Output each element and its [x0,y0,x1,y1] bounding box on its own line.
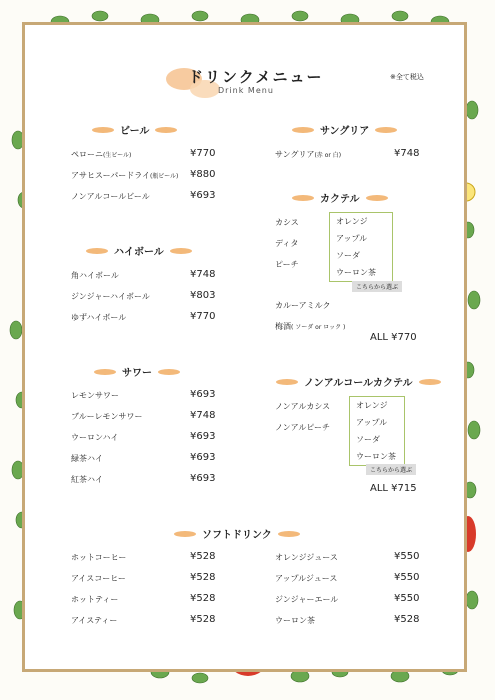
leaf-ornament [375,127,397,133]
list-item: アイスティー [71,616,118,625]
item-price: ¥528 [190,593,216,604]
leaf-ornament [170,248,192,254]
item-price: ¥528 [190,572,216,583]
list-item: 緑茶ハイ [71,454,103,463]
list-item: ウーロンハイ [71,433,119,442]
cocktail-base: カシス [275,218,299,227]
section-title: サワー [122,368,152,379]
section-heading-cocktail [292,190,388,205]
choose-label: こちらから選ぶ [366,464,416,475]
mixer-option: ウーロン茶 [356,452,396,461]
mixer-option: アップル [356,418,388,427]
leaf-ornament [94,369,116,375]
section-heading-sangria [292,122,397,137]
section-heading-beer [92,122,177,137]
section-title: ハイボール [114,247,164,258]
mixer-option: オレンジ [356,401,388,410]
cocktail-base: ディタ [275,239,299,248]
leaf-ornament [155,127,177,133]
list-item: ペローニ(生ビール) [71,150,132,159]
list-item: サングリア(赤 or 白) [275,150,342,159]
list-item: ホットコーヒー [71,553,127,562]
item-price: ¥528 [190,614,216,625]
item-price: ¥693 [190,389,216,400]
item-price: ¥770 [190,148,216,159]
item-price: ¥550 [394,593,420,604]
list-item: オレンジジュース [275,553,338,562]
list-item: ホットティー [71,595,119,604]
list-item: ジンジャーハイボール [71,292,150,301]
tax-note: ※全て税込 [390,73,424,81]
leaf-ornament [292,195,314,201]
item-price: ¥748 [394,148,420,159]
item-price: ¥550 [394,551,420,562]
list-item: ゆずハイボール [71,313,127,322]
leaf-ornament [92,127,114,133]
all-price: ALL ¥715 [370,483,417,494]
item-price: ¥693 [190,431,216,442]
item-price: ¥770 [190,311,216,322]
item-price: ¥693 [190,473,216,484]
item-price: ¥693 [190,452,216,463]
all-price: ALL ¥770 [370,332,417,343]
item-price: ¥528 [190,551,216,562]
leaf-ornament [278,531,300,537]
section-title: ノンアルコールカクテル [304,378,413,389]
leaf-ornament [292,127,314,133]
mixer-option: オレンジ [336,217,368,226]
item-price: ¥528 [394,614,420,625]
mixer-option: ウーロン茶 [336,268,376,277]
list-item: カルーアミルク [275,301,331,310]
list-item: ノンアルコールビール [71,192,150,201]
mixer-option: アップル [336,234,368,243]
leaf-ornament [158,369,180,375]
section-heading-soft-drink [174,526,300,541]
list-item: ブルーレモンサワー [71,412,143,421]
leaf-ornament [276,379,298,385]
leaf-ornament [86,248,108,254]
mixer-option: ソーダ [356,435,380,444]
section-title: ソフトドリンク [202,530,272,541]
page-subtitle: Drink Menu [218,86,274,95]
list-item: 角ハイボール [71,271,119,280]
list-item: 紅茶ハイ [71,475,103,484]
item-price: ¥880 [190,169,216,180]
cocktail-base: ピーチ [275,260,299,269]
mixer-option: ソーダ [336,251,360,260]
item-price: ¥748 [190,269,216,280]
list-item: ジンジャーエール [275,595,339,604]
leaf-ornament [419,379,441,385]
section-heading-sour [94,364,180,379]
cocktail-base: ノンアルカシス [275,402,331,411]
list-item: ウーロン茶 [275,616,315,625]
section-heading-nonalcohol-cocktail [276,374,441,389]
item-price: ¥550 [394,572,420,583]
list-item: アサヒスーパードライ(瓶ビール) [71,171,179,180]
list-item: レモンサワー [71,391,119,400]
list-item: アップルジュース [275,574,338,583]
list-item: アイスコーヒー [71,574,126,583]
page-title: ドリンクメニュー [188,68,324,86]
leaf-ornament [366,195,388,201]
item-price: ¥803 [190,290,216,301]
choose-label: こちらから選ぶ [352,281,402,292]
section-heading-highball [86,243,192,258]
list-item: 梅酒( ソーダ or ロック ) [275,322,346,331]
section-title: ビール [120,126,150,137]
section-title: カクテル [320,194,360,205]
item-price: ¥748 [190,410,216,421]
leaf-ornament [174,531,196,537]
section-title: サングリア [320,126,370,137]
item-price: ¥693 [190,190,216,201]
cocktail-base: ノンアルピーチ [275,423,331,432]
